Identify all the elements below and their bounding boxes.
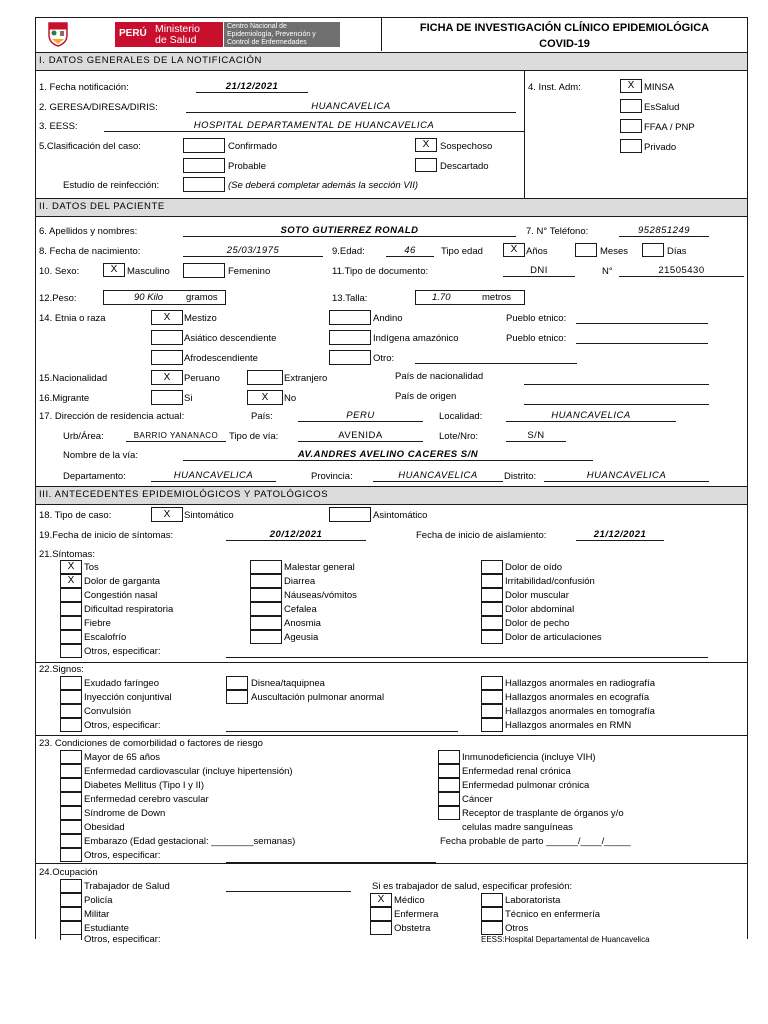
geresa-label: 2. GERESA/DIRESA/DIRIS:: [39, 102, 158, 113]
tipo-edad-label: Tipo edad: [441, 246, 483, 257]
localidad-label: Localidad:: [439, 411, 483, 422]
sintoma-label: Tos: [84, 562, 99, 573]
masculino-label: Masculino: [127, 266, 170, 277]
departamento-label: Departamento:: [63, 471, 126, 482]
peso-value: 90 Kilo: [134, 292, 164, 303]
section-1-title: I. DATOS GENERALES DE LA NOTIFICACIÓN: [39, 55, 262, 66]
comorbilidad-checkbox[interactable]: [60, 806, 82, 820]
anos-label: Años: [526, 246, 548, 257]
sintoma-checkbox[interactable]: [250, 602, 282, 616]
otros-comorbilidad-field[interactable]: [226, 851, 436, 863]
femenino-checkbox[interactable]: [183, 263, 225, 278]
ocupacion-checkbox[interactable]: [60, 893, 82, 907]
sexo-label: 10. Sexo:: [39, 266, 80, 277]
anos-checkbox[interactable]: X: [503, 243, 525, 257]
talla-label: 13.Talla:: [332, 293, 368, 304]
sintoma-checkbox[interactable]: [250, 574, 282, 588]
profesion-item: Laboratorista: [505, 895, 561, 906]
migrante-si-label: Si: [184, 393, 193, 404]
pais-field[interactable]: PERU: [298, 410, 423, 422]
tipo-documento-label: 11.Tipo de documento:: [332, 266, 429, 277]
pueblo-etnico-field-1[interactable]: [576, 312, 708, 324]
sintoma-checkbox[interactable]: [60, 588, 82, 602]
signo-checkbox[interactable]: [481, 718, 503, 732]
signo-label: Otros, especificar:: [84, 720, 161, 731]
comorbilidad-item: celulas madre sanguíneas: [462, 822, 573, 833]
mestizo-label: Mestizo: [184, 313, 217, 324]
sospechoso-label: Sospechoso: [440, 141, 493, 152]
reinfeccion-checkbox[interactable]: [183, 177, 225, 192]
sintoma-label: Fiebre: [84, 618, 111, 629]
profesion-checkbox[interactable]: [481, 921, 503, 935]
comorbilidad-checkbox[interactable]: [438, 764, 460, 778]
mestizo-checkbox[interactable]: X: [151, 310, 183, 325]
sintoma-label: Dolor de articulaciones: [505, 632, 602, 643]
comorbilidad-item: Síndrome de Down: [84, 808, 166, 819]
sintoma-label: Irritabilidad/confusión: [505, 576, 595, 587]
profesion-label: Si es trabajador de salud, especificar profesión:: [372, 881, 573, 892]
inicio-sintomas-field[interactable]: 20/12/2021: [226, 529, 366, 541]
comorbilidad-checkbox[interactable]: [60, 834, 82, 848]
nombres-label: 6. Apellidos y nombres:: [39, 226, 138, 237]
sintoma-checkbox[interactable]: [60, 630, 82, 644]
ffaa-label: FFAA / PNP: [644, 122, 695, 133]
telefono-label: 7. N° Teléfono:: [526, 226, 589, 237]
comorbilidad-checkbox[interactable]: [438, 750, 460, 764]
provincia-field[interactable]: HUANCAVELICA: [373, 470, 503, 482]
asiatico-checkbox[interactable]: [151, 330, 183, 345]
minsa-label: MINSA: [644, 82, 675, 93]
tipo-via-label: Tipo de vía:: [229, 431, 279, 442]
provincia-label: Provincia:: [311, 471, 353, 482]
ocupacion-checkbox[interactable]: [60, 934, 82, 940]
profesion-item: Técnico en enfermería: [505, 909, 601, 920]
logo-ministry-text: Ministerio de Salud: [155, 23, 200, 46]
pais-nacionalidad-label: País de nacionalidad: [395, 371, 484, 382]
otros-sintomas-field[interactable]: [226, 646, 708, 658]
sintoma-label: Náuseas/vómitos: [284, 590, 357, 601]
etnia-label: 14. Etnia o raza: [39, 313, 106, 324]
signo-label: Inyección conjuntival: [84, 692, 172, 703]
comorbilidad-item: Cáncer: [462, 794, 493, 805]
comorbilidad-label: 23. Condiciones de comorbilidad o factores de riesgo: [39, 738, 263, 749]
otros-signos-field[interactable]: [226, 720, 458, 732]
privado-label: Privado: [644, 142, 677, 153]
comorbilidad-item: Otros, especificar:: [84, 850, 161, 861]
andino-checkbox[interactable]: [329, 310, 371, 325]
asiatico-label: Asiático descendiente: [184, 333, 277, 344]
telefono-field[interactable]: 952851249: [619, 225, 709, 237]
minsa-checkbox[interactable]: X: [620, 79, 642, 93]
lote-field[interactable]: S/N: [506, 430, 566, 442]
profesion-item: Enfermera: [394, 909, 439, 920]
sintoma-checkbox[interactable]: [481, 574, 503, 588]
reinfeccion-note: (Se deberá completar además la sección VII): [228, 180, 419, 191]
sintoma-label: Dificultad respiratoria: [84, 604, 174, 615]
afro-checkbox[interactable]: [151, 350, 183, 365]
sintoma-label: Cefalea: [284, 604, 317, 615]
sintoma-label: Diarrea: [284, 576, 316, 587]
inicio-aislamiento-label: Fecha de inicio de aislamiento:: [416, 530, 547, 541]
tipo-documento-field[interactable]: DNI: [503, 265, 575, 277]
signo-label: Convulsión: [84, 706, 131, 717]
confirmado-checkbox[interactable]: [183, 138, 225, 153]
numero-doc-label: N°: [602, 266, 613, 277]
nacimiento-label: 8. Fecha de nacimiento:: [39, 246, 141, 257]
talla-value: 1.70: [432, 292, 451, 303]
signo-checkbox[interactable]: [226, 676, 248, 690]
comorbilidad-item: Enfermedad renal crónica: [462, 766, 571, 777]
probable-checkbox[interactable]: [183, 158, 225, 173]
sintoma-checkbox[interactable]: [250, 560, 282, 574]
privado-checkbox[interactable]: [620, 139, 642, 153]
sintoma-checkbox[interactable]: [481, 602, 503, 616]
sintoma-label: Otros, especificar:: [84, 646, 161, 657]
pueblo-etnico-field-2[interactable]: [576, 332, 708, 344]
inicio-sintomas-label: 19.Fecha de inicio de síntomas:: [39, 530, 174, 541]
profesion-checkbox[interactable]: [370, 907, 392, 921]
comorbilidad-checkbox[interactable]: [60, 750, 82, 764]
profesion-item: Obstetra: [394, 923, 431, 934]
migrante-no-label: No: [284, 393, 297, 404]
section-2-title: II. DATOS DEL PACIENTE: [39, 201, 165, 212]
tipo-caso-label: 18. Tipo de caso:: [39, 510, 112, 521]
sintoma-checkbox[interactable]: X: [60, 560, 82, 574]
profesion-checkbox[interactable]: [481, 907, 503, 921]
comorbilidad-checkbox[interactable]: [60, 764, 82, 778]
pais-origen-field[interactable]: [524, 393, 709, 405]
signo-label: Exudado faríngeo: [84, 678, 160, 689]
ocupacion-checkbox[interactable]: [60, 879, 82, 893]
comorbilidad-checkbox[interactable]: [438, 792, 460, 806]
indigena-checkbox[interactable]: [329, 330, 371, 345]
inst-adm-label: 4. Inst. Adm:: [528, 82, 581, 93]
talla-field[interactable]: [415, 290, 525, 305]
nacimiento-field[interactable]: 25/03/1975: [183, 245, 323, 257]
asintomatico-label: Asintomático: [373, 510, 428, 521]
indigena-label: Indígena amazónico: [373, 333, 459, 344]
otro-etnia-field[interactable]: [415, 352, 577, 364]
signo-label: Hallazgos anormales en RMN: [505, 720, 632, 731]
pueblo-etnico-label-2: Pueblo etnico:: [506, 333, 567, 344]
signo-checkbox[interactable]: [60, 676, 82, 690]
descartado-label: Descartado: [440, 161, 489, 172]
sintoma-label: Congestión nasal: [84, 590, 158, 601]
sintoma-checkbox[interactable]: [481, 616, 503, 630]
fecha-notificacion-field[interactable]: 21/12/2021: [196, 81, 308, 93]
migrante-no-checkbox[interactable]: X: [247, 390, 283, 405]
sintoma-checkbox[interactable]: [60, 644, 82, 658]
edad-label: 9.Edad:: [332, 246, 365, 257]
sintoma-checkbox[interactable]: X: [60, 574, 82, 588]
andino-label: Andino: [373, 313, 403, 324]
urb-label: Urb/Área:: [63, 431, 104, 442]
comorbilidad-item: Receptor de trasplante de órganos y/o: [462, 808, 624, 819]
sospechoso-checkbox[interactable]: X: [415, 138, 437, 152]
ocupacion-checkbox[interactable]: [60, 921, 82, 935]
eess-label: 3. EESS:: [39, 121, 78, 132]
trabajador-salud-field[interactable]: [226, 880, 351, 892]
section-2-header: [36, 198, 747, 217]
sintoma-label: Escalofrío: [84, 632, 127, 643]
comorbilidad-item: Enfermedad cardiovascular (incluye hipertensión): [84, 766, 293, 777]
comorbilidad-item: Embarazo (Edad gestacional: ________semanas): [84, 836, 296, 847]
section-3-header: [36, 486, 747, 505]
logo-center-line: Control de Enfermedades: [227, 39, 307, 46]
femenino-label: Femenino: [228, 266, 271, 277]
descartado-checkbox[interactable]: [415, 158, 437, 172]
logo-center-line: Centro Nacional de: [227, 23, 287, 30]
sintoma-label: Anosmia: [284, 618, 321, 629]
ocupacion-item: Otros, especificar:: [84, 934, 161, 945]
tipo-via-field[interactable]: AVENIDA: [298, 430, 423, 442]
confirmado-label: Confirmado: [228, 141, 278, 152]
sintoma-label: Malestar general: [284, 562, 355, 573]
ocupacion-item: Policía: [84, 895, 113, 906]
sintoma-label: Dolor abdominal: [505, 604, 575, 615]
signo-checkbox[interactable]: [481, 676, 503, 690]
ocupacion-checkbox[interactable]: [60, 907, 82, 921]
comorbilidad-checkbox[interactable]: [60, 820, 82, 834]
reinfeccion-label: Estudio de reinfección:: [63, 180, 160, 191]
comorbilidad-item: Mayor de 65 años: [84, 752, 161, 763]
signo-label: Hallazgos anormales en tomografía: [505, 706, 655, 717]
comorbilidad-checkbox[interactable]: [60, 792, 82, 806]
profesion-checkbox[interactable]: [481, 893, 503, 907]
profesion-checkbox[interactable]: X: [370, 893, 392, 907]
sintomatico-label: Sintomático: [184, 510, 234, 521]
nombres-field[interactable]: SOTO GUTIERREZ RONALD: [183, 225, 516, 237]
comorbilidad-item: Diabetes Mellitus (Tipo I y II): [84, 780, 205, 791]
signo-label: Disnea/taquipnea: [251, 678, 325, 689]
dias-label: Días: [667, 246, 687, 257]
ocupacion-label: 24.Ocupación: [39, 867, 98, 878]
comorbilidad-item: Enfermedad pulmonar crónica: [462, 780, 590, 791]
sintoma-checkbox[interactable]: [250, 588, 282, 602]
comorbilidad-checkbox[interactable]: [438, 806, 460, 820]
comorbilidad-checkbox[interactable]: [60, 848, 82, 862]
section-1-header: [36, 52, 747, 71]
lote-label: Lote/Nro:: [439, 431, 479, 442]
asintomatico-checkbox[interactable]: [329, 507, 371, 522]
afro-label: Afrodescendiente: [184, 353, 258, 364]
peso-label: 12.Peso:: [39, 293, 77, 304]
pueblo-etnico-label-1: Pueblo etnico:: [506, 313, 567, 324]
extranjero-checkbox[interactable]: [247, 370, 283, 385]
inicio-aislamiento-field[interactable]: 21/12/2021: [576, 529, 664, 541]
essalud-label: EsSalud: [644, 102, 680, 113]
comorbilidad-item: Enfermedad cerebro vascular: [84, 794, 209, 805]
logo-peru-text: PERÚ: [119, 28, 147, 39]
profesion-checkbox[interactable]: [370, 921, 392, 935]
profesion-item: Médico: [394, 895, 425, 906]
ffaa-checkbox[interactable]: [620, 119, 642, 133]
pais-nacionalidad-field[interactable]: [524, 373, 709, 385]
signo-label: Hallazgos anormales en radiografía: [505, 678, 655, 689]
signo-checkbox[interactable]: [60, 690, 82, 704]
sintoma-label: Dolor de oído: [505, 562, 563, 573]
comorbilidad-checkbox[interactable]: [438, 778, 460, 792]
otro-etnia-checkbox[interactable]: [329, 350, 371, 365]
signo-label: Auscultación pulmonar anormal: [251, 692, 385, 703]
signos-label: 22.Signos:: [39, 664, 84, 675]
sintoma-checkbox[interactable]: [60, 602, 82, 616]
via-field[interactable]: AV.ANDRES AVELINO CACERES S/N: [183, 449, 593, 461]
localidad-field[interactable]: HUANCAVELICA: [506, 410, 676, 422]
sintoma-label: Dolor de pecho: [505, 618, 570, 629]
talla-unit: metros: [482, 292, 512, 303]
signo-checkbox[interactable]: [481, 704, 503, 718]
profesion-item: Otros: [505, 923, 529, 934]
section-3-title: III. ANTECEDENTES EPIDEMIOLÓGICOS Y PATOLÓGICOS: [39, 489, 329, 500]
sintoma-checkbox[interactable]: [250, 630, 282, 644]
eess-field[interactable]: HOSPITAL DEPARTAMENTAL DE HUANCAVELICA: [104, 120, 524, 132]
sintoma-checkbox[interactable]: [481, 588, 503, 602]
pais-origen-label: País de origen: [395, 391, 457, 402]
distrito-label: Distrito:: [504, 471, 537, 482]
nacionalidad-label: 15.Nacionalidad: [39, 373, 108, 384]
ocupacion-item: Trabajador de Salud: [84, 881, 170, 892]
distrito-field[interactable]: HUANCAVELICA: [544, 470, 709, 482]
fecha-notificacion-label: 1. Fecha notificación:: [39, 82, 129, 93]
sintoma-checkbox[interactable]: [250, 616, 282, 630]
geresa-field[interactable]: HUANCAVELICA: [186, 101, 516, 113]
fecha-parto-label: Fecha probable de parto ______/____/_____: [440, 836, 631, 847]
ocupacion-item: Estudiante: [84, 923, 129, 934]
comorbilidad-checkbox[interactable]: [60, 778, 82, 792]
essalud-checkbox[interactable]: [620, 99, 642, 113]
migrante-si-checkbox[interactable]: [151, 390, 183, 405]
comorbilidad-item: Inmunodeficiencia (incluye VIH): [462, 752, 596, 763]
comorbilidad-item: Obesidad: [84, 822, 125, 833]
edad-field[interactable]: 46: [386, 245, 434, 257]
peruano-label: Peruano: [184, 373, 220, 384]
sintomatico-checkbox[interactable]: X: [151, 507, 183, 522]
signo-checkbox[interactable]: [226, 690, 248, 704]
ocupacion-item: Militar: [84, 909, 110, 920]
signo-checkbox[interactable]: [481, 690, 503, 704]
form-sheet: [35, 17, 748, 945]
sintomas-label: 21.Síntomas:: [39, 549, 95, 560]
sintoma-label: Dolor muscular: [505, 590, 569, 601]
signo-checkbox[interactable]: [60, 704, 82, 718]
sintoma-checkbox[interactable]: [60, 616, 82, 630]
probable-label: Probable: [228, 161, 267, 172]
peso-field[interactable]: [103, 290, 226, 305]
signo-checkbox[interactable]: [60, 718, 82, 732]
sintoma-checkbox[interactable]: [481, 630, 503, 644]
dias-checkbox[interactable]: [642, 243, 664, 257]
eess-footer-text: EESS:Hospital Departamental de Huancavelica: [481, 935, 650, 944]
numero-doc-field[interactable]: 21505430: [619, 265, 744, 277]
via-label: Nombre de la vía:: [63, 450, 138, 461]
logo-center-line: Epidemiología, Prevención y: [227, 31, 316, 38]
clasificacion-label: 5.Clasificación del caso:: [39, 141, 141, 152]
direccion-label: 17. Dirección de residencia actual:: [39, 411, 185, 422]
signo-label: Hallazgos anormales en ecografía: [505, 692, 650, 703]
meses-checkbox[interactable]: [575, 243, 597, 257]
sintoma-checkbox[interactable]: [481, 560, 503, 574]
departamento-field[interactable]: HUANCAVELICA: [151, 470, 276, 482]
meses-label: Meses: [600, 246, 628, 257]
urb-field[interactable]: BARRIO YANANACO: [126, 430, 226, 442]
extranjero-label: Extranjero: [284, 373, 328, 384]
peruano-checkbox[interactable]: X: [151, 370, 183, 385]
sintoma-label: Dolor de garganta: [84, 576, 161, 587]
peso-unit: gramos: [186, 292, 218, 303]
pais-label: País:: [251, 411, 273, 422]
masculino-checkbox[interactable]: X: [103, 263, 125, 277]
form-title-line1: FICHA DE INVESTIGACIÓN CLÍNICO EPIDEMIOLÓGICA: [419, 22, 710, 34]
migrante-label: 16.Migrante: [39, 393, 90, 404]
form-title-line2: COVID-19: [539, 38, 590, 50]
otro-etnia-label: Otro:: [373, 353, 395, 364]
sintoma-label: Ageusia: [284, 632, 319, 643]
